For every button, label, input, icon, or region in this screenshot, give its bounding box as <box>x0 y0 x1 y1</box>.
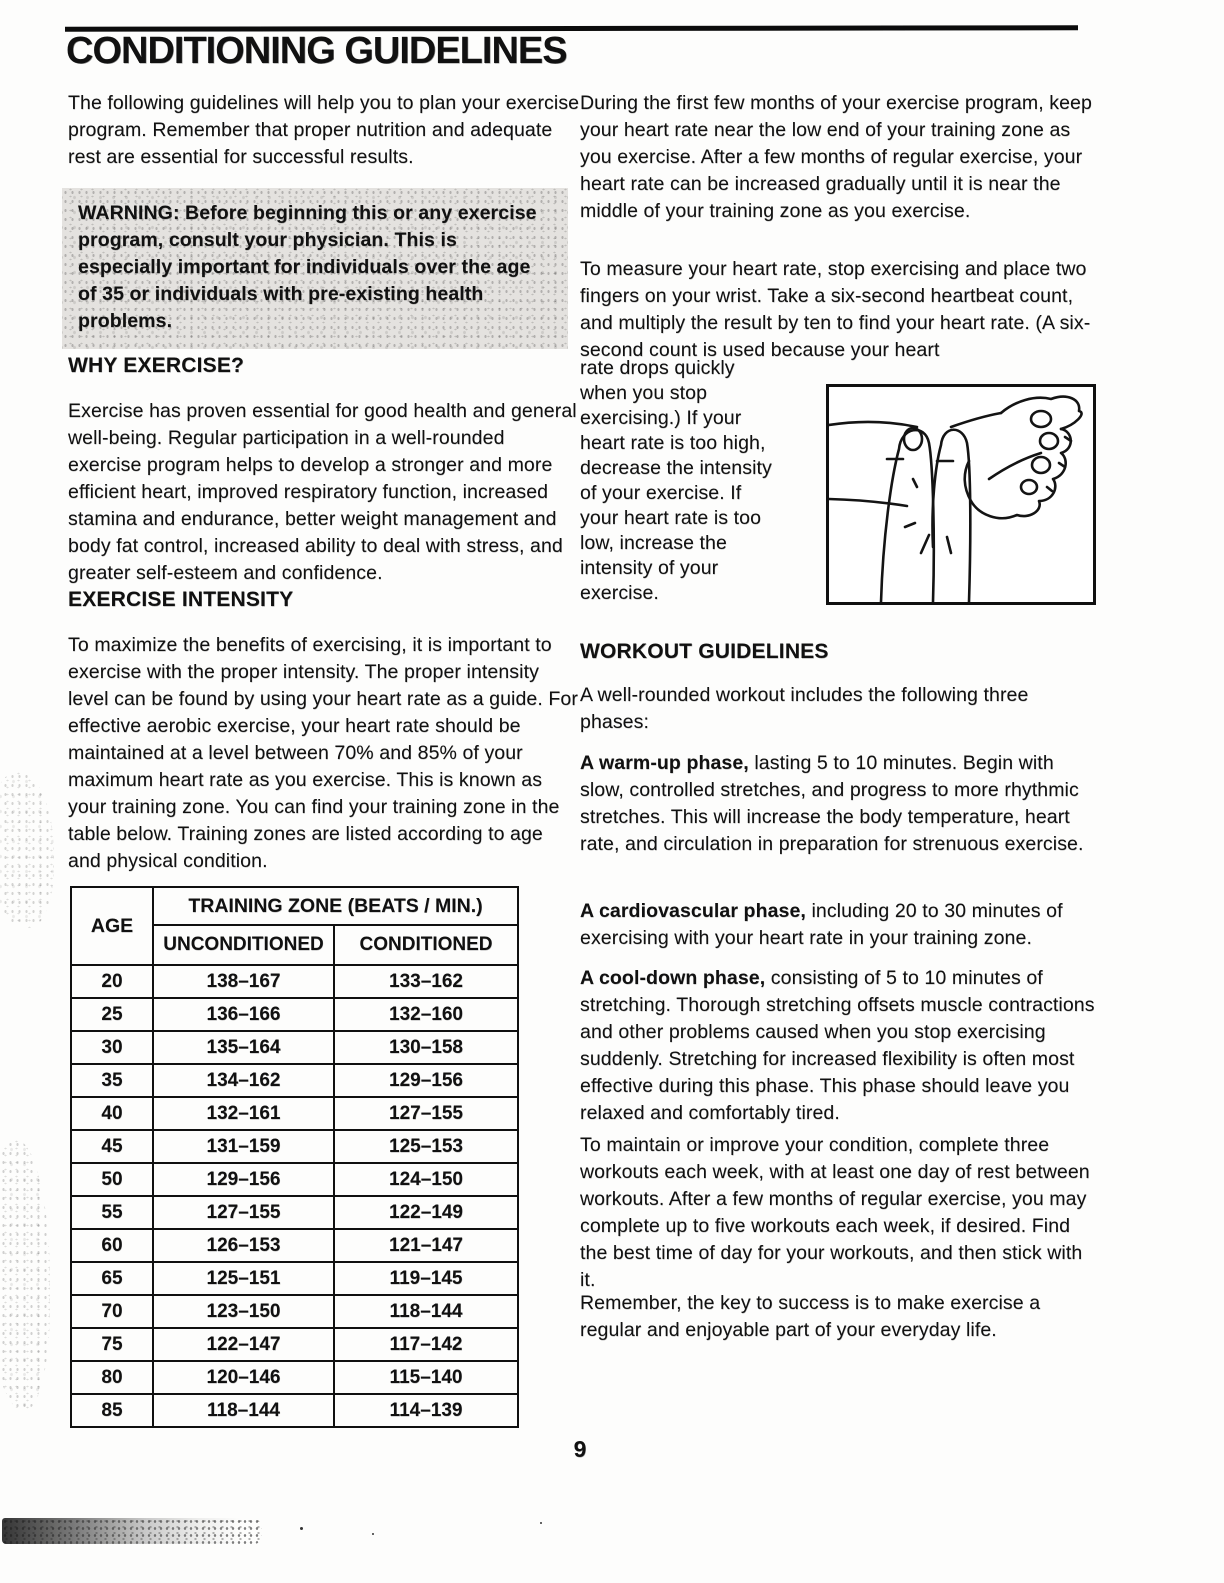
table-row <box>71 1229 518 1262</box>
conditioned-cell: 119–145 <box>334 1262 518 1295</box>
exercise-intensity-paragraph: To maximize the benefits of exercising, it is important to exercise with the proper intensity. The proper intensity level can be found by using your heart rate as a guide. For effective aerobic exercise, your heart rate should be maintained at a level between 70% and 85% of your maximum heart rate as you exercise. This is known as your training zone. You can find your training zone in the table below. Training zones are listed according to age and physical condition. <box>68 634 578 872</box>
unconditioned-cell: 125–151 <box>153 1262 334 1295</box>
conditioned-cell: 133–162 <box>334 965 518 998</box>
unconditioned-cell: 132–161 <box>153 1097 334 1130</box>
table-row <box>71 965 518 998</box>
cardiovascular-phase-paragraph <box>580 898 1096 952</box>
unconditioned-cell: 138–167 <box>153 965 334 998</box>
why-exercise-paragraph: Exercise has proven essential for good health and general well-being. Regular participation in a well-rounded exercise program helps to develop a stronger and more efficient heart, improved respiratory function, increased stamina and endurance, better weight management and body fat control, increased ability to deal with stress, and greater self-esteem and confidence. <box>68 400 577 584</box>
workout-intro-paragraph: A well-rounded workout includes the following three phases: <box>580 684 1029 733</box>
conditioned-cell: 130–158 <box>334 1031 518 1064</box>
scan-smudge <box>0 1140 50 1410</box>
why-exercise-heading: WHY EXERCISE? <box>68 354 245 377</box>
table-row <box>71 1064 518 1097</box>
conditioned-cell: 114–139 <box>334 1394 518 1427</box>
age-cell: 50 <box>71 1163 153 1196</box>
age-column-header: AGE <box>71 887 153 965</box>
remember-paragraph: Remember, the key to success is to make exercise a regular and enjoyable part of your everyday life. <box>580 1292 1041 1341</box>
table-row <box>71 1031 518 1064</box>
table-row <box>71 1328 518 1361</box>
conditioned-cell: 129–156 <box>334 1064 518 1097</box>
maintain-condition-paragraph: To maintain or improve your condition, complete three workouts each week, with at least one day of rest between workouts. After a few months of regular exercise, you may complete up to five workouts each week, if desired. Find the best time of day for your workouts, and then stick with it. <box>580 1134 1090 1291</box>
age-cell: 35 <box>71 1064 153 1097</box>
unconditioned-cell: 136–166 <box>153 998 334 1031</box>
conditioned-cell: 132–160 <box>334 998 518 1031</box>
cardiovascular-phase-text: including 20 to 30 minutes of exercising with your heart rate in your training zone. <box>580 900 1063 949</box>
age-cell: 55 <box>71 1196 153 1229</box>
page-title: CONDITIONING GUIDELINES <box>66 30 567 72</box>
scan-smudge <box>0 772 54 928</box>
table-row <box>71 1130 518 1163</box>
unconditioned-cell: 122–147 <box>153 1328 334 1361</box>
age-cell: 60 <box>71 1229 153 1262</box>
unconditioned-cell: 135–164 <box>153 1031 334 1064</box>
conditioned-cell: 115–140 <box>334 1361 518 1394</box>
table-row <box>71 1361 518 1394</box>
age-cell: 45 <box>71 1130 153 1163</box>
training-zone-table <box>70 886 519 1428</box>
age-cell: 65 <box>71 1262 153 1295</box>
conditioned-column-header: CONDITIONED <box>334 925 518 965</box>
age-cell: 80 <box>71 1361 153 1394</box>
cool-down-phase-paragraph <box>580 965 1096 1127</box>
warm-up-phase-lead: A warm-up phase, <box>580 752 749 774</box>
unconditioned-cell: 123–150 <box>153 1295 334 1328</box>
warm-up-phase-text: lasting 5 to 10 minutes. Begin with slow, controlled stretches, and progress to more rhythmic stretches. This will increase the body temperature, heart rate, and circulation in preparation for strenuous exercise. <box>580 752 1084 855</box>
unconditioned-cell: 126–153 <box>153 1229 334 1262</box>
training-zone-table-body <box>71 965 518 1427</box>
table-row <box>71 1394 518 1427</box>
conditioned-cell: 118–144 <box>334 1295 518 1328</box>
training-zone-title: TRAINING ZONE (BEATS / MIN.) <box>153 887 518 925</box>
table-row <box>71 1196 518 1229</box>
unconditioned-cell: 118–144 <box>153 1394 334 1427</box>
conditioned-cell: 125–153 <box>334 1130 518 1163</box>
warning-box <box>62 188 568 349</box>
heart-rate-low-end-paragraph: During the first few months of your exercise program, keep your heart rate near the low end of your training zone as you exercise. After a few months of regular exercise, your heart rate can be increased gradually until it is near the middle of your training zone as you exercise. <box>580 92 1092 222</box>
exercise-intensity-heading: EXERCISE INTENSITY <box>68 588 294 611</box>
table-row <box>71 1262 518 1295</box>
scan-speck <box>540 1522 542 1524</box>
age-cell: 30 <box>71 1031 153 1064</box>
page-number: 9 <box>573 1436 587 1462</box>
cardiovascular-phase-lead: A cardiovascular phase, <box>580 900 806 922</box>
table-row <box>71 1295 518 1328</box>
table-row <box>71 998 518 1031</box>
cool-down-phase-text: consisting of 5 to 10 minutes of stretching. Thorough stretching offsets muscle contractions and other problems caused when you stop exercising suddenly. Stretching for increased flexibility is often most effective during this phase. This phase should leave you relaxed and comfortably tired. <box>580 967 1095 1124</box>
pulse-figure-row <box>580 356 1096 606</box>
measure-heart-rate-continued-text: rate drops quickly when you stop exercising.) If your heart rate is too high, decrease the intensity of your exercise. If your heart rate is too low, increase the intensity of your exercise. <box>580 357 772 604</box>
unconditioned-cell: 131–159 <box>153 1130 334 1163</box>
unconditioned-cell: 134–162 <box>153 1064 334 1097</box>
conditioned-cell: 121–147 <box>334 1229 518 1262</box>
unconditioned-column-header: UNCONDITIONED <box>153 925 334 965</box>
scan-speck <box>372 1533 374 1535</box>
conditioned-cell: 127–155 <box>334 1097 518 1130</box>
table-row <box>71 1163 518 1196</box>
scan-speck <box>300 1527 303 1530</box>
cool-down-phase-lead: A cool-down phase, <box>580 967 766 989</box>
scan-smudge <box>2 1518 262 1544</box>
workout-guidelines-heading: WORKOUT GUIDELINES <box>580 640 829 663</box>
table-header-row <box>71 887 518 925</box>
warning-text: WARNING: Before beginning this or any exercise program, consult your physician. This is especially important for individuals over the age of 35 or individuals with pre-existing health problems. <box>78 202 537 332</box>
conditioned-cell: 122–149 <box>334 1196 518 1229</box>
age-cell: 20 <box>71 965 153 998</box>
age-cell: 75 <box>71 1328 153 1361</box>
conditioned-cell: 124–150 <box>334 1163 518 1196</box>
measure-heart-rate-paragraph: To measure your heart rate, stop exercising and place two fingers on your wrist. Take a six-second heartbeat count, and multiply the result by ten to find your heart rate. (A six-second count is used because your heart <box>580 258 1091 361</box>
pulse-check-illustration <box>826 384 1096 605</box>
unconditioned-cell: 129–156 <box>153 1163 334 1196</box>
age-cell: 70 <box>71 1295 153 1328</box>
unconditioned-cell: 120–146 <box>153 1361 334 1394</box>
conditioned-cell: 117–142 <box>334 1328 518 1361</box>
age-cell: 25 <box>71 998 153 1031</box>
age-cell: 85 <box>71 1394 153 1427</box>
unconditioned-cell: 127–155 <box>153 1196 334 1229</box>
intro-paragraph: The following guidelines will help you to plan your exercise program. Remember that proper nutrition and adequate rest are essential for successful results. <box>68 92 580 168</box>
age-cell: 40 <box>71 1097 153 1130</box>
warm-up-phase-paragraph <box>580 750 1096 858</box>
table-row <box>71 1097 518 1130</box>
measure-heart-rate-continued <box>580 356 780 606</box>
